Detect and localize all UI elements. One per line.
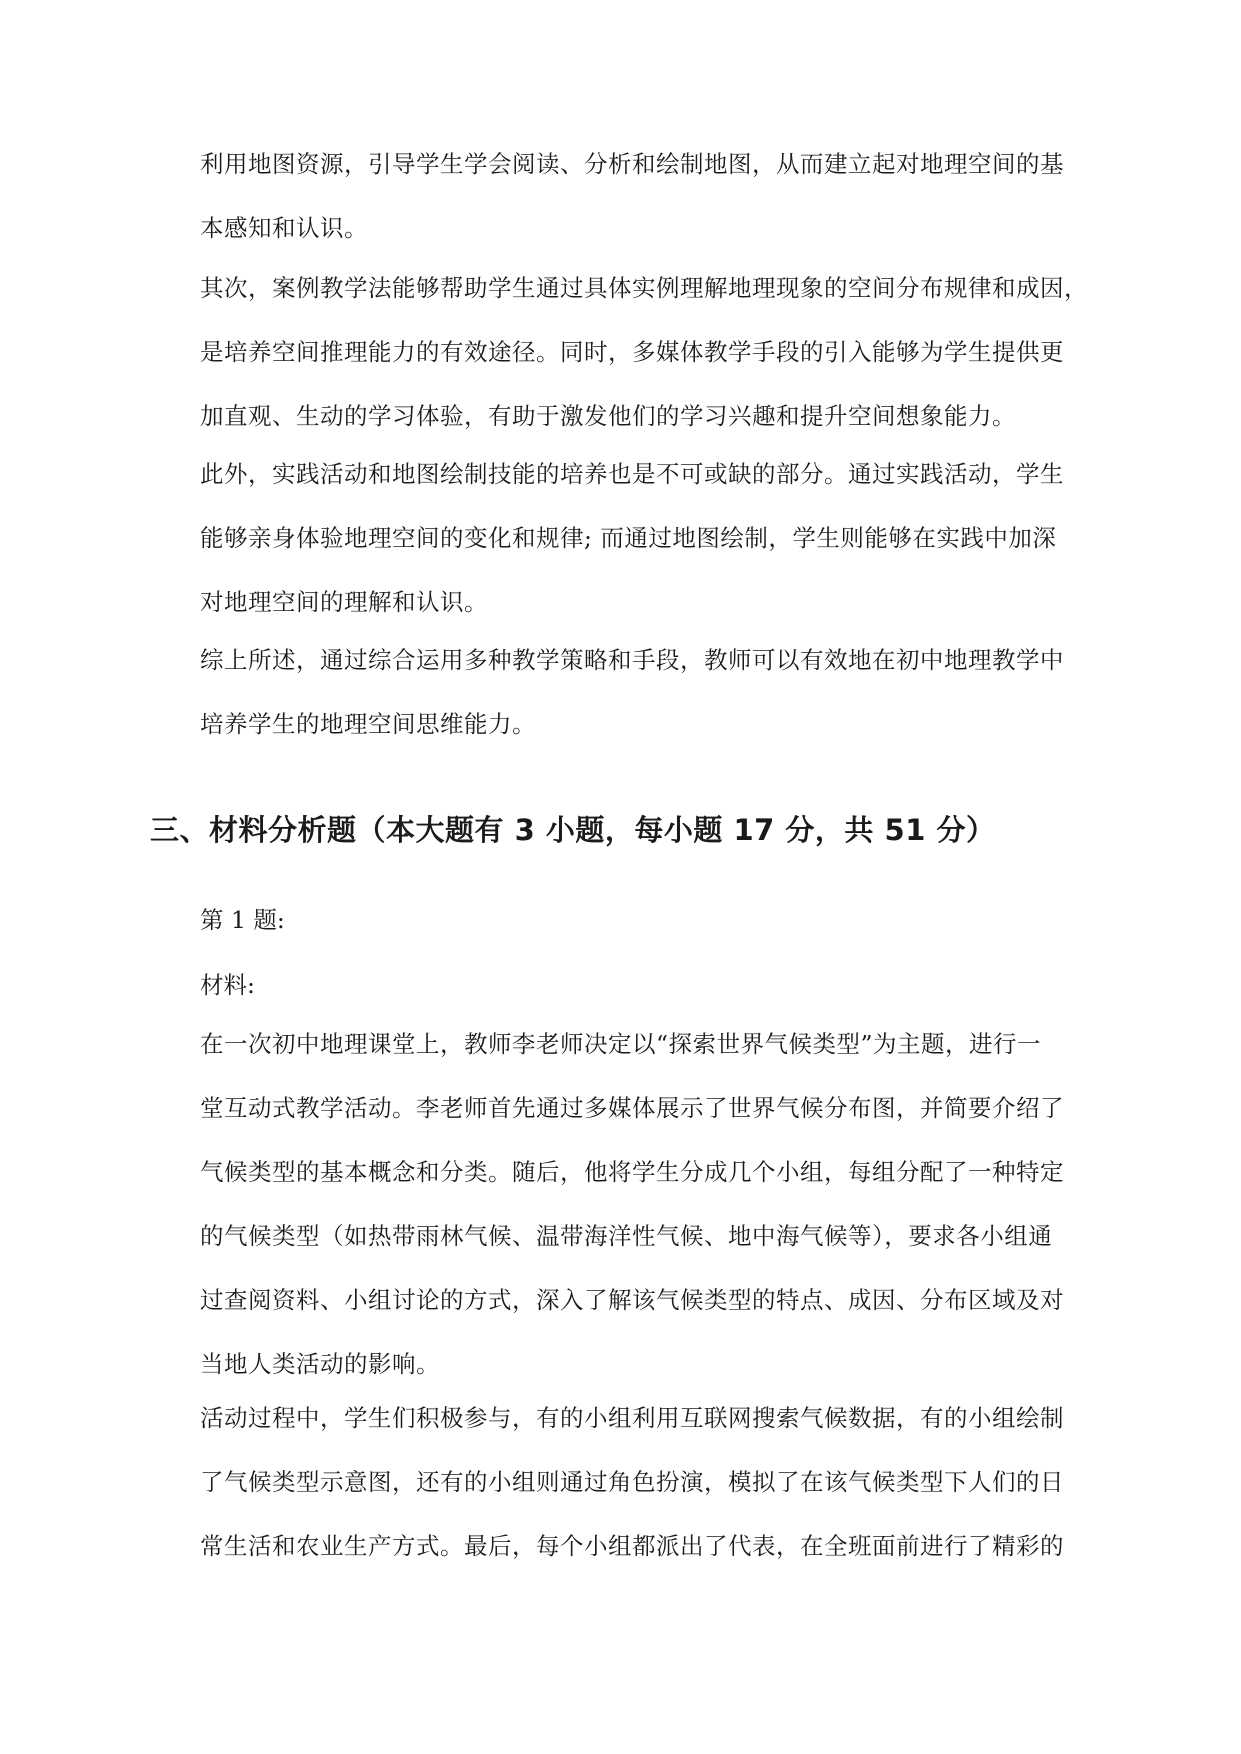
text-line: 加直观、生动的学习体验，有助于激发他们的学习兴趣和提升空间想象能力。 xyxy=(200,402,1016,430)
material-label: 材料: xyxy=(200,971,255,999)
text-line: 本感知和认识。 xyxy=(200,214,368,242)
text-line: 此外，实践活动和地图绘制技能的培养也是不可或缺的部分。通过实践活动，学生 xyxy=(200,460,1064,488)
text-line: 利用地图资源，引导学生学会阅读、分析和绘制地图，从而建立起对地理空间的基 xyxy=(200,150,1064,178)
text-line: 在一次初中地理课堂上，教师李老师决定以“探索世界气候类型”为主题，进行一 xyxy=(200,1030,1042,1058)
text-line: 能够亲身体验地理空间的变化和规律; 而通过地图绘制，学生则能够在实践中加深 xyxy=(200,524,1057,552)
material-paragraph-1 xyxy=(200,1012,1090,1396)
intro-paragraph-3 xyxy=(200,442,1090,634)
text-line: 当地人类活动的影响。 xyxy=(200,1350,440,1378)
text-line: 是培养空间推理能力的有效途径。同时，多媒体教学手段的引入能够为学生提供更 xyxy=(200,338,1064,366)
text-line: 气候类型的基本概念和分类。随后，他将学生分成几个小组，每组分配了一种特定 xyxy=(200,1158,1064,1186)
question-label: 第 1 题: xyxy=(200,906,285,934)
text-line: 其次，案例教学法能够帮助学生通过具体实例理解地理现象的空间分布规律和成因， xyxy=(200,274,1088,302)
intro-paragraph-1 xyxy=(200,132,1090,260)
text-line: 堂互动式教学活动。李老师首先通过多媒体展示了世界气候分布图，并简要介绍了 xyxy=(200,1094,1064,1122)
section-heading: 三、材料分析题（本大题有 3 小题，每小题 17 分，共 51 分） xyxy=(150,813,996,847)
intro-paragraph-4 xyxy=(200,628,1090,756)
text-line: 综上所述，通过综合运用多种教学策略和手段，教师可以有效地在初中地理教学中 xyxy=(200,646,1064,674)
text-line: 过查阅资料、小组讨论的方式，深入了解该气候类型的特点、成因、分布区域及对 xyxy=(200,1286,1064,1314)
text-line: 常生活和农业生产方式。最后，每个小组都派出了代表，在全班面前进行了精彩的 xyxy=(200,1532,1064,1560)
text-line: 的气候类型（如热带雨林气候、温带海洋性气候、地中海气候等），要求各小组通 xyxy=(200,1222,1053,1250)
text-line: 对地理空间的理解和认识。 xyxy=(200,588,488,616)
text-line: 活动过程中，学生们积极参与，有的小组利用互联网搜索气候数据，有的小组绘制 xyxy=(200,1404,1064,1432)
text-line: 了气候类型示意图，还有的小组则通过角色扮演，模拟了在该气候类型下人们的日 xyxy=(200,1468,1064,1496)
material-paragraph-2 xyxy=(200,1386,1090,1578)
intro-paragraph-2 xyxy=(200,256,1090,448)
text-line: 培养学生的地理空间思维能力。 xyxy=(200,710,536,738)
